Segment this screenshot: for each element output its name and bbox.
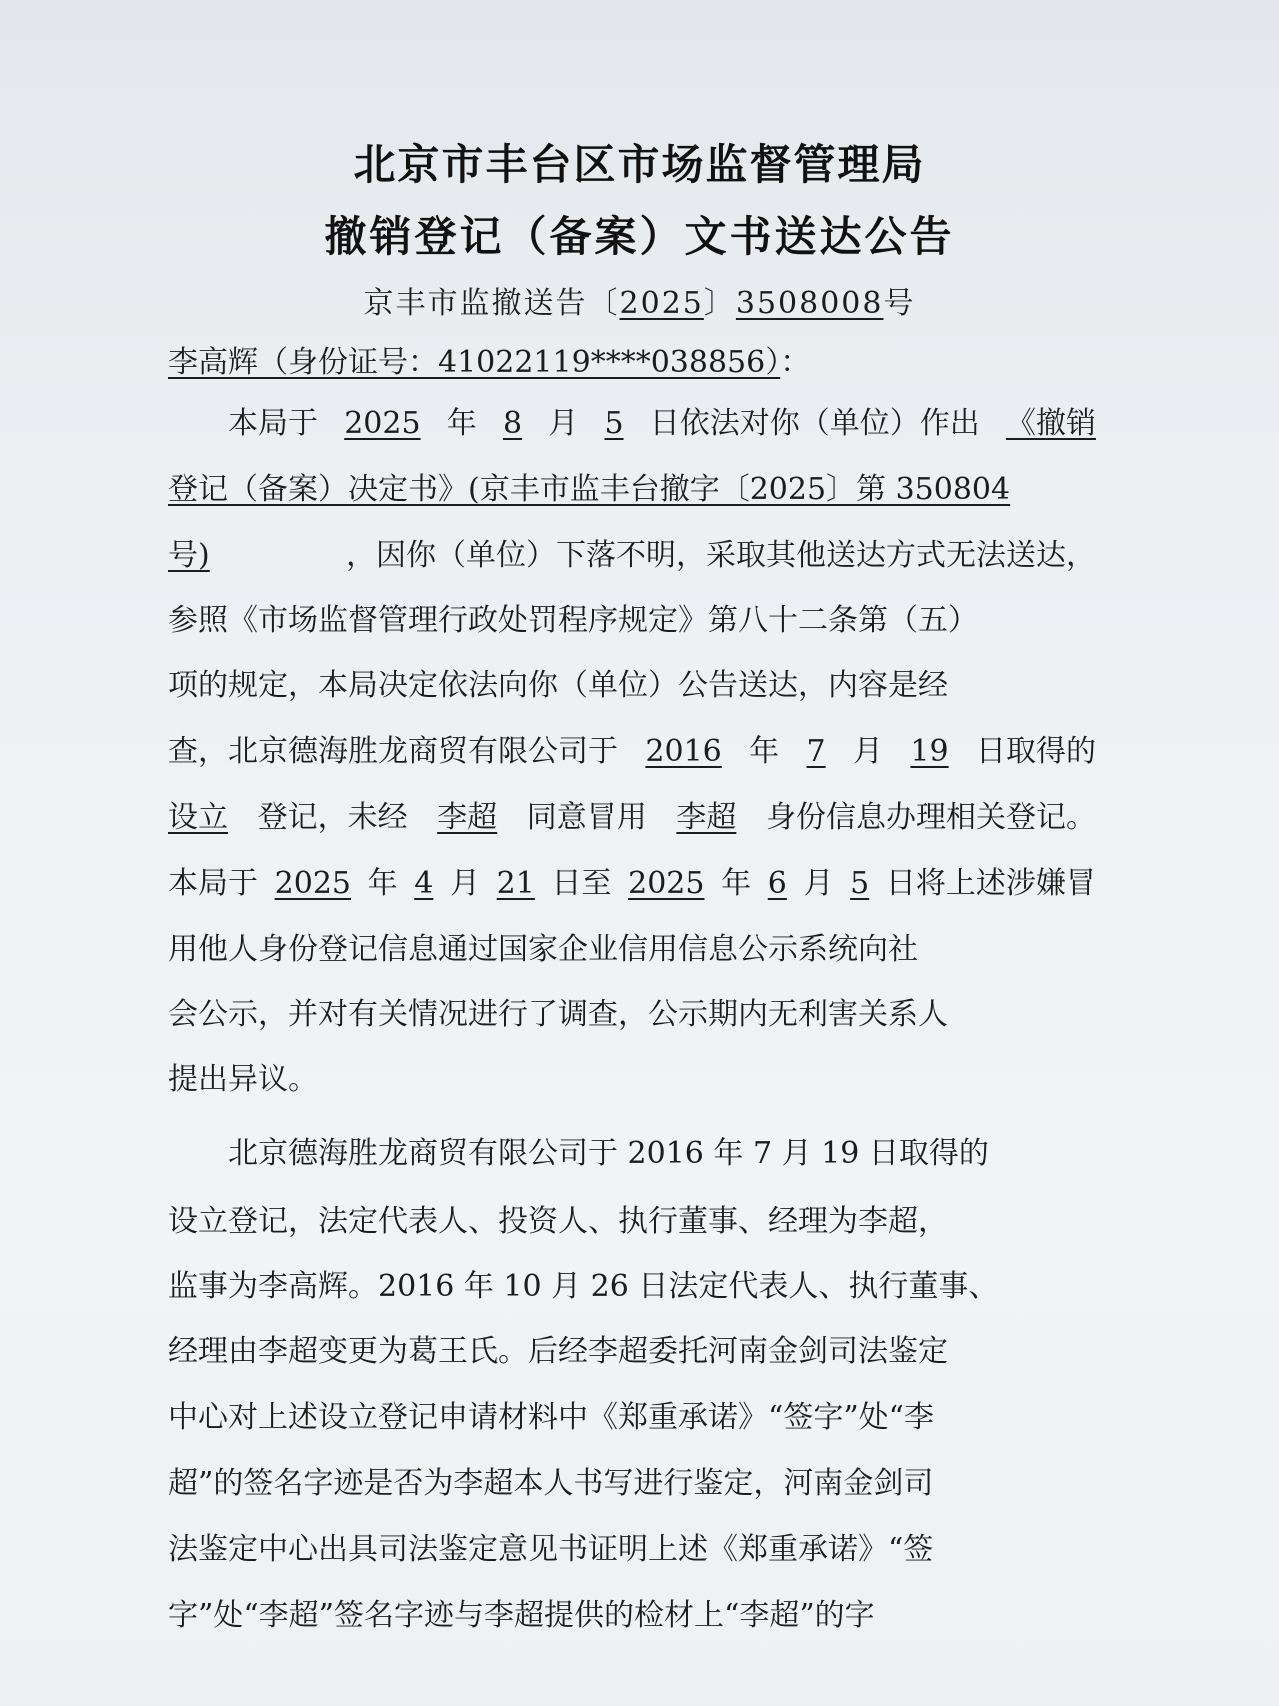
- paragraph-2-line-5: 中心对上述设立登记申请材料中《郑重承诺》“签字”处“李: [168, 1400, 935, 1435]
- paragraph-2-line-1: 北京德海胜龙商贸有限公司于 2016 年 7 月 19 日取得的: [228, 1136, 989, 1171]
- addressee: 李高辉（身份证号：41022119****038856）：: [168, 345, 811, 380]
- paragraph-2-line-2: 设立登记，法定代表人、投资人、执行董事、经理为李超，: [168, 1204, 948, 1239]
- paragraph-2-line-4: 经理由李超变更为葛王氏。后经李超委托河南金剑司法鉴定: [168, 1334, 948, 1369]
- paragraph-1-line-9: 用他人身份登记信息通过国家企业信用信息公示系统向社: [168, 932, 918, 967]
- paragraph-2-line-3: 监事为李高辉。2016 年 10 月 26 日法定代表人、执行董事、: [168, 1269, 999, 1304]
- paragraph-1-line-4: 参照《市场监督管理行政处罚程序规定》第八十二条第（五）: [168, 603, 978, 638]
- decision-doc-ref: 《撤销: [1005, 406, 1096, 441]
- doc-serial: 3508008: [735, 286, 884, 321]
- paragraph-2-line-7: 法鉴定中心出具司法鉴定意见书证明上述《郑重承诺》“签: [168, 1532, 934, 1567]
- paragraph-1-line-10: 会公示，并对有关情况进行了调查，公示期内无利害关系人: [168, 997, 948, 1032]
- paragraph-1-line-8: 本局于 2025 年 4 月 21 日至 2025 年 6 月 5 日将上述涉嫌冒: [168, 866, 1096, 901]
- paragraph-1-line-5: 项的规定，本局决定依法向你（单位）公告送达，内容是经: [168, 668, 948, 703]
- paragraph-2-line-6: 超”的签名字迹是否为李超本人书写进行鉴定，河南金剑司: [168, 1466, 934, 1501]
- notice-title: 撤销登记（备案）文书送达公告: [324, 212, 955, 261]
- paragraph-1-line-3: 号) ，因你（单位）下落不明，采取其他送达方式无法送达，: [168, 538, 1096, 573]
- paragraph-1-line-7: 设立 登记，未经 李超 同意冒用 李超 身份信息办理相关登记。: [168, 800, 1096, 835]
- document-number: 京丰市监撤送告〔2025〕3508008号: [363, 286, 916, 321]
- paragraph-1-line-1: 本局于 2025 年 8 月 5 日依法对你（单位）作出 《撤销: [228, 404, 1096, 444]
- paragraph-1-line-11: 提出异议。: [168, 1062, 318, 1097]
- doc-year: 2025: [619, 286, 704, 321]
- issuer-title: 北京市丰台区市场监督管理局: [353, 140, 926, 189]
- addressee-name-id: 李高辉（身份证号：41022119****038856）: [168, 345, 781, 380]
- paragraph-2-line-8: 字”处“李超”签名字迹与李超提供的检材上“李超”的字: [168, 1598, 875, 1633]
- paragraph-1-line-6: 查，北京德海胜龙商贸有限公司于 2016 年 7 月 19 日取得的: [168, 734, 1096, 769]
- paragraph-1-line-2: 登记（备案）决定书》(京丰市监丰台撤字〔2025〕第 350804: [168, 472, 1011, 507]
